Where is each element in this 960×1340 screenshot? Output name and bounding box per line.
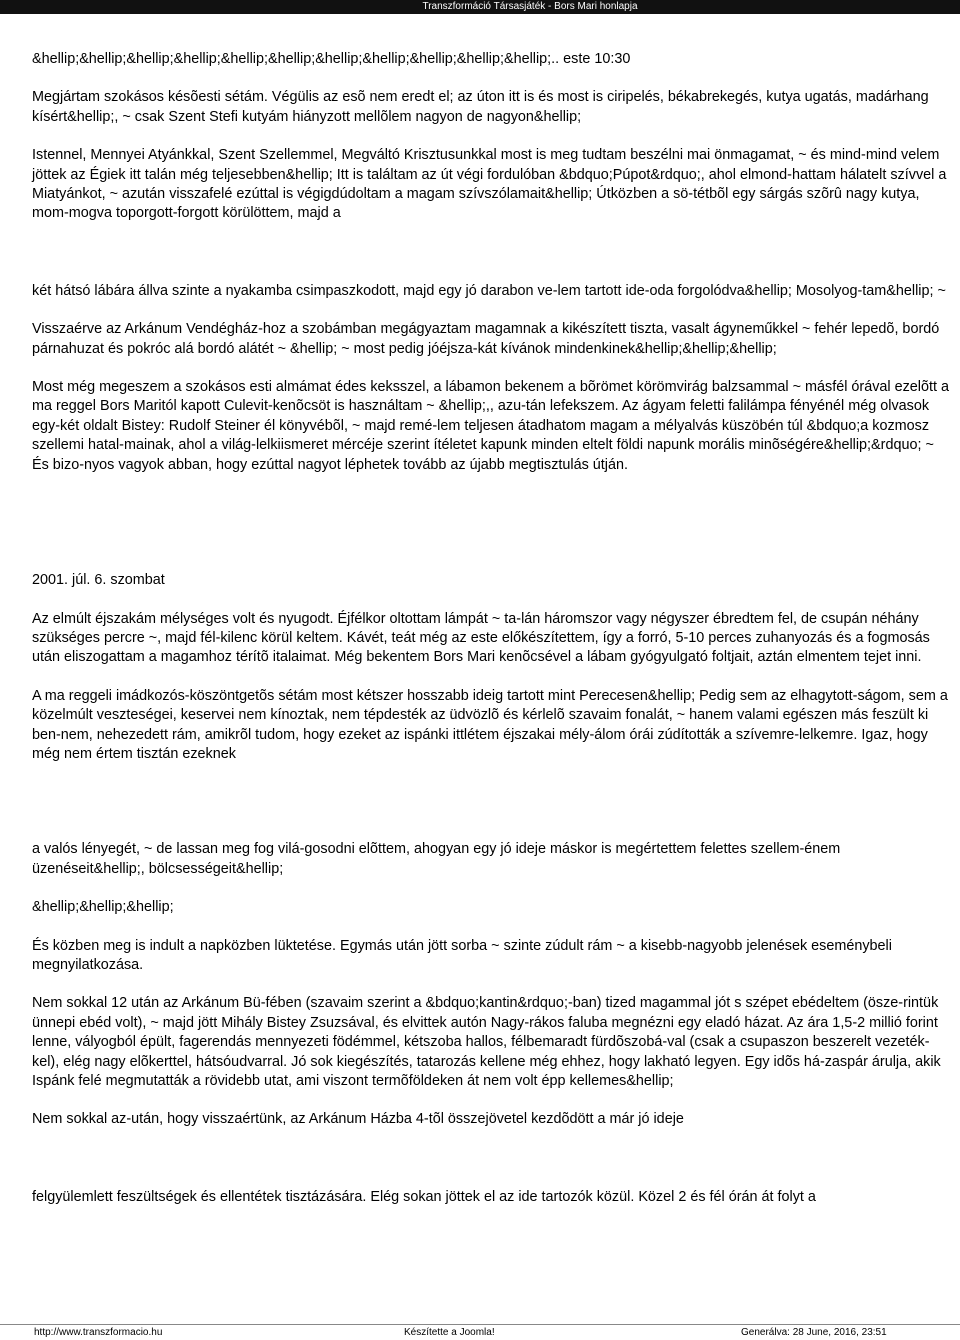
paragraph: És közben meg is indult a napközben lüktetése. Egymás után jött sorba ~ szinte zúdult rám ~ a kisebb-nagyobb jelenések eseménybeli megnyilatkozása. — [32, 937, 892, 973]
page-footer — [0, 1324, 960, 1339]
paragraph: Nem sokkal az-után, hogy visszaértünk, az Arkánum Házba 4-tõl összejövetel kezdõdött a már jó ideje — [32, 1111, 684, 1128]
paragraph: A ma reggeli imádkozós-köszöntgetõs sétám most kétszer hosszabb ideig tartott mint Perecesen&hellip; Pedig sem az elhagytott-ságom, sem a közelmúlt veszteségei, keservei nem kínoztak, nem tépdesték az üdvözlõ és kérlelõ szavaim fonalát, ~ hanem valami egészen más feszült ki ben-nem, nehezedett rám, amikrõl tudom, hogy ezeket az ispánki ittlétem éjszakai mély-álom órái zúdították a szívemre-lelkemre. Igaz, hogy még nem értem tisztán ezeknek — [32, 687, 948, 762]
article-body — [32, 50, 950, 1207]
paragraph: Most még megeszem a szokásos esti almámat édes keksszel, a lábamon bekenem a bõrömet körömvirág balzsammal ~ másfél órával ezelõtt a ma reggel Bors Maritól kapott Culevit-kenõcsöt is használtam ~ &hellip;,, azu-tán lefekszem. Az ágyam feletti falilámpa fényénél még olvasok egy-két oldalt Bistey: Rudolf Steiner él könyvébõl, ~ majd remé-lem teljesen átadhatom magam a mélyalvás küszöbén túl &bdquo;a kozmosz szellemi hatal-mainak, ahol a világ-lelkiismeret mércéje szerint ítéletet kapunk minden eltelt földi napunk morális minõségére&hellip;&rdquo; ~ És bizo-nyos vagyok abban, hogy ezúttal nagyot léphetek tovább az újabb megtisztulás útján. — [32, 379, 950, 473]
paragraph: Visszaérve az Arkánum Vendégház-hoz a szobámban megágyaztam magamnak a kikészített tiszta, vasalt ágyneműkkel ~ fehér lepedõ, bordó párnahuzat és pokróc alá bordó alátét ~ &hellip; ~ most pedig jóéjsza-kát kívánok mindenkinek&hellip;&hellip;&hellip; — [32, 321, 940, 357]
paragraph: Megjártam szokásos késõesti sétám. Végülis az esõ nem eredt el; az úton itt is és most is ciripelés, békabrekegés, kutya ugatás, madárhang kísért&hellip;, ~ csak Szent Stefi kutyám hiányzott mellõlem nagyon de nagyon&hellip; — [32, 89, 929, 125]
site-title: Transzformáció Társasjáték - Bors Mari honlapja — [422, 1, 638, 12]
paragraph: Istennel, Mennyei Atyánkkal, Szent Szellemmel, Megváltó Krisztusunkkal most is meg tudtam beszélni mai önmagamat, ~ és mind-mind velem jöttek az Égiek itt talán még teljesebben&hellip; Itt is találtam az út végi fordulóban &bdquo;Púpot&rdquo;, ahol elmond-hattam hálatelt szívvel a Miatyánkot, ~ azután visszafelé ezúttal is végigdúdoltam a magam szívszólamait&hellip; Útközben a sö-tétbõl egy sárgás szõrû nagy kutya, mom-mogva toporgott-forgott körülöttem, majd a — [32, 147, 947, 222]
paragraph: Nem sokkal 12 után az Arkánum Bü-fében (szavaim szerint a &bdquo;kantin&rdquo;-ban) tized magammal jót s szépet ebédeltem (ösze-rintük ünnepi ebéd volt), ~ majd jött Mihály Bistey Zsuzsával, és elvittek autón Nagy-rákos faluba megnézni egy eladó házat. Az ára 1,5-2 millió forint lenne, vályogból épült, fagerendás mennyezeti födémmel, kétszoba hallos, félbemaradt fürdõszobá-val (csak a csupaszon beszerelt vezeték-kel), elég nagy elõkerttel, hátsóudvarral. Jó sok kiegészítés, tatarozás kellene még ehhez, hogy lakható legyen. Egy idõs há-zaspár árulja, akik Ispánk felé megmutatták a rövidebb utat, ami viszont termõföldeken át nem volt épp kellemes&hellip; — [32, 995, 941, 1089]
date-heading: 2001. júl. 6. szombat — [32, 572, 165, 589]
paragraph: két hátsó lábára állva szinte a nyakamba csimpaszkodott, majd egy jó darabon ve-lem tartott ide-oda forgolódva&hellip; Mosolyog-tam&hellip; ~ — [32, 282, 946, 299]
paragraph: Az elmúlt éjszakám mélységes volt és nyugodt. Éjfélkor oltottam lámpát ~ ta-lán háromszor vagy négyszer ébredtem fel, de csupán néhány szükséges percre ~, majd fél-kilenc körül keltem. Kávét, teát még az este előkészítettem, így a forró, 5-10 perces zuhanyozás és a fogmosás után eliszogattam a magamhoz térítõ italaimat. Még bekentem Bors Mari kenõcsével a lábam gyógyulgató foltjait, aztán elmentem tejet inni. — [32, 610, 930, 666]
paragraph: a valós lényegét, ~ de lassan meg fog vilá-gosodni elõttem, ahogyan egy jó ideje máskor is megértettem felettes szellem-énem üzenéseit&hellip;, bölcsességeit&hellip; — [32, 841, 841, 877]
footer-url-link[interactable]: http://www.transzformacio.hu — [34, 1327, 163, 1338]
paragraph: &hellip;&hellip;&hellip;&hellip;&hellip;&hellip;&hellip;&hellip;&hellip;&hellip;&hellip;.. este 10:30 — [32, 51, 631, 67]
paragraph: felgyülemlett feszültségek és ellentétek tisztázására. Elég sokan jöttek el az ide tartozók közül. Közel 2 és fél órán át folyt a — [32, 1188, 816, 1205]
paragraph: &hellip;&hellip;&hellip; — [32, 899, 174, 916]
footer-generated: Generálva: 28 June, 2016, 23:51 — [741, 1327, 887, 1338]
site-header-bar — [0, 0, 960, 14]
footer-made-with: Készítette a Joomla! — [404, 1327, 495, 1338]
